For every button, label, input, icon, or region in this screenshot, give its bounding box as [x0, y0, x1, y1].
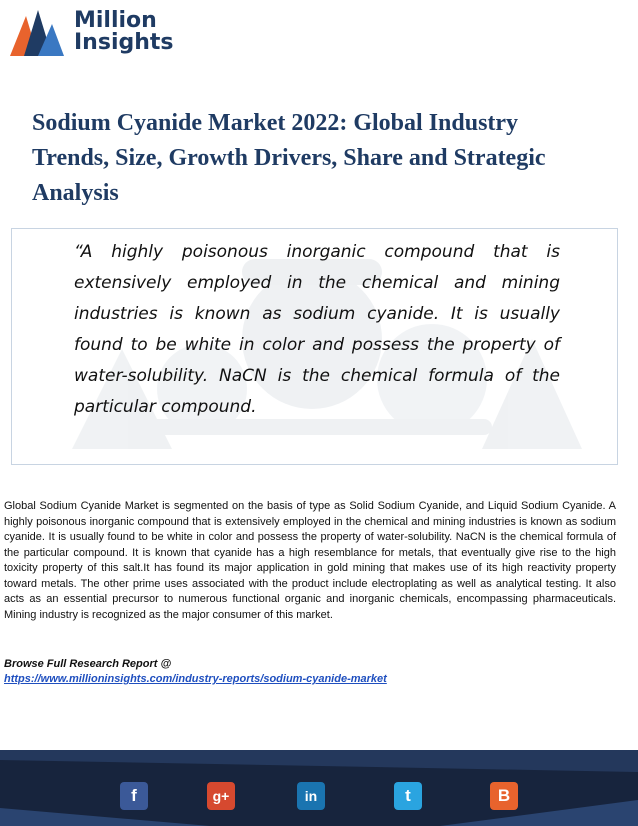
logo-mark-icon — [8, 6, 66, 58]
linkedin-icon[interactable] — [297, 782, 325, 810]
browse-label: Browse Full Research Report @ — [4, 658, 172, 670]
report-link[interactable]: https://www.millioninsights.com/industry-reports/sodium-cyanide-market — [4, 673, 387, 685]
twitter-icon[interactable] — [394, 782, 422, 810]
google-plus-icon[interactable] — [207, 782, 235, 810]
page-title: Sodium Cyanide Market 2022: Global Industry Trends, Size, Growth Drivers, Share and Strategic Analysis — [32, 110, 546, 206]
quote-text: “A highly poisonous inorganic compound that is extensively employed in the chemical and mining industries is known as sodium cyanide. It is usually found to be white in color and possess the property of water-solubility. NaCN is the chemical formula of the particular compound. — [74, 242, 560, 417]
linkedin-glyph: in — [304, 788, 318, 804]
logo-line-2: Insights — [74, 30, 174, 55]
million-insights-logo — [8, 6, 174, 56]
twitter-glyph: t — [405, 786, 411, 805]
footer — [0, 750, 638, 826]
quote-box — [11, 228, 618, 465]
blogger-glyph: B — [497, 786, 511, 805]
blogger-icon[interactable] — [490, 782, 518, 810]
body-paragraph: Global Sodium Cyanide Market is segmented on the basis of type as Solid Sodium Cyanide, and Liquid Sodium Cyanide. A highly poisonous inorganic compound that is extensively employed in the chemical and mining industries is known as sodium cyanide. It is usually found to be white in color and possess the property of water-solubility. NaCN is the chemical formula of the particular compound. It is known that cyanide has a high resemblance for metals, that eventually give rise to the high toxicity property of this salt.It has found its major application in gold mining that makes use of its high reactivity property toward metals. The other prime uses associated with the product include electroplating as well as analytical testing. It also acts as an essential precursor to numerous functional organic and inorganic chemicals, encompassing pharmaceuticals. Mining industry is recognized as the major consumer of this market. — [4, 500, 616, 621]
facebook-glyph: f — [131, 786, 137, 805]
google-plus-glyph: g+ — [212, 788, 230, 804]
logo-text — [74, 10, 174, 54]
facebook-icon[interactable] — [120, 782, 148, 810]
logo-line-1: Million — [74, 8, 157, 33]
